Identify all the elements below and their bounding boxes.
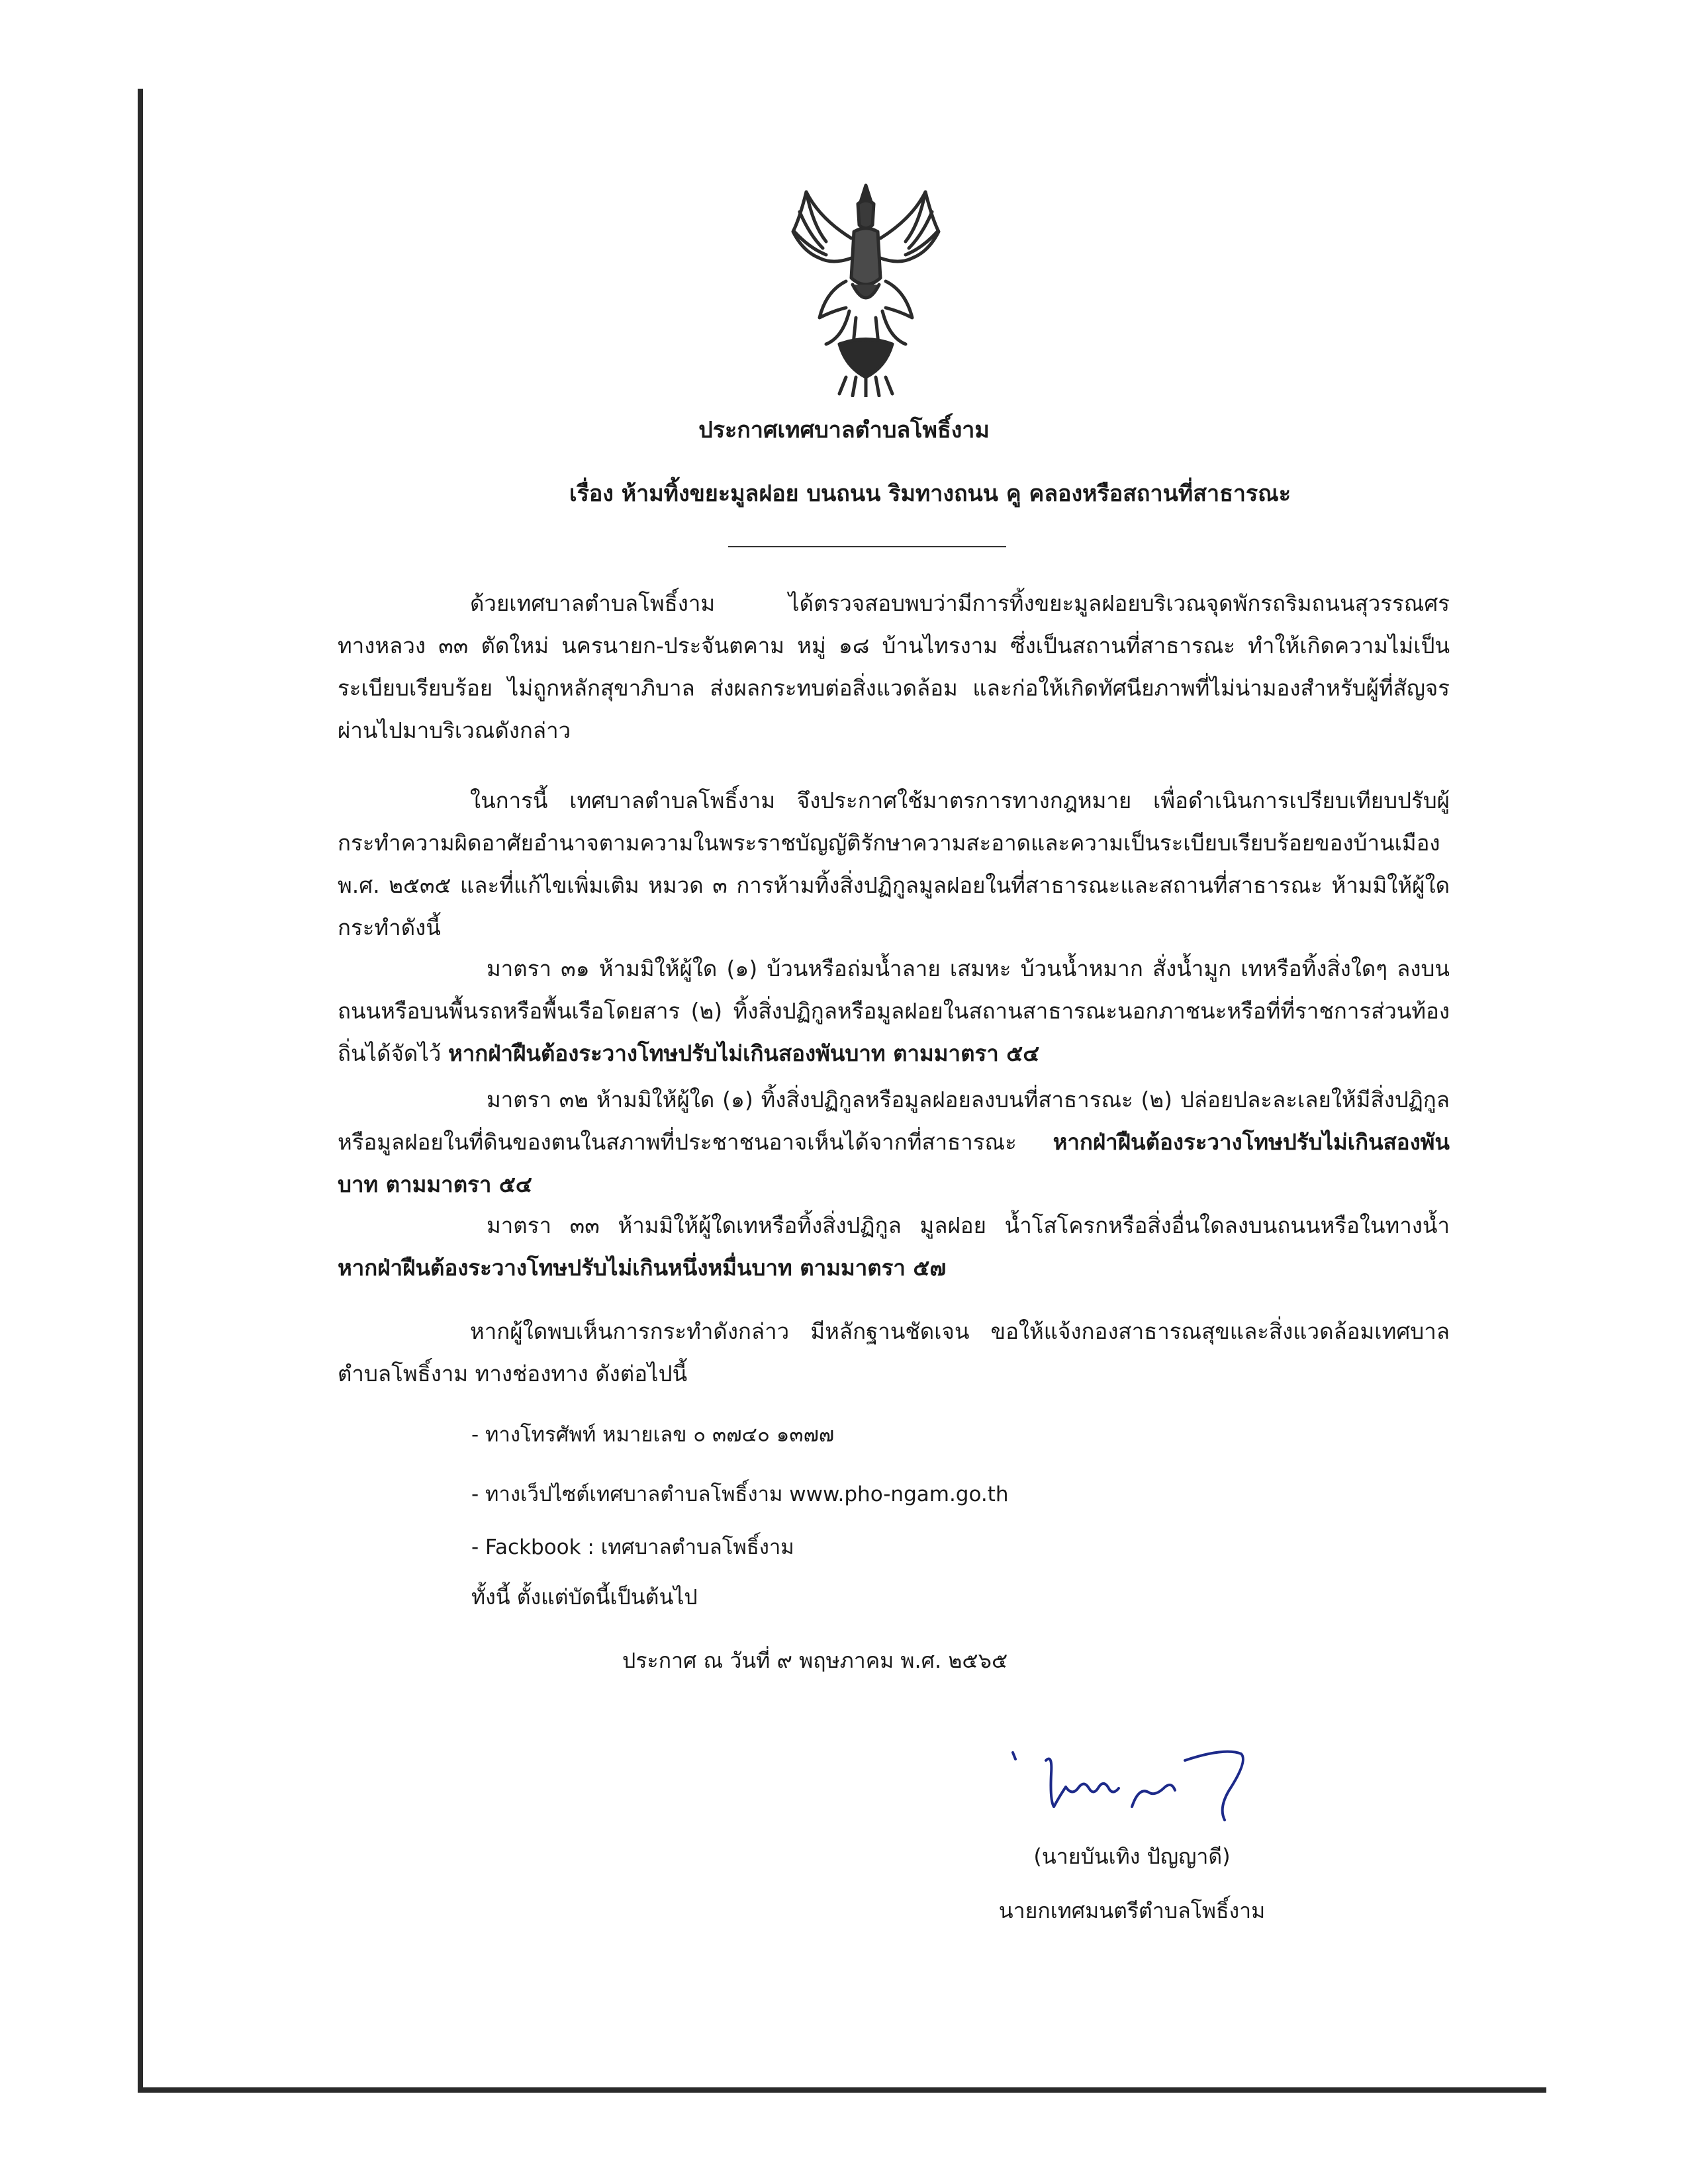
section-33-penalty: หากฝ่าฝืนต้องระวางโทษปรับไม่เกินหนึ่งหมื่นบาท ตามมาตรา ๕๗ <box>338 1255 947 1281</box>
paragraph-legal-measure: ในการนี้ เทศบาลตำบลโพธิ์งาม จึงประกาศใช้มาตรการทางกฎหมาย เพื่อดำเนินการเปรียบเทียบปรับผู้กระทำความผิดอาศัยอำนาจตามความในพระราชบัญญัติรักษาความสะอาดและความเป็นระเบียบเรียบร้อยของบ้านเมือง พ.ศ. ๒๕๓๕ และที่แก้ไขเพิ่มเติม หมวด ๓ การห้ามทิ้งสิ่งปฏิกูลมูลฝอยในที่สาธารณะและสถานที่สาธารณะ ห้ามมิให้ผู้ใด กระทำดังนี้ <box>338 788 1450 940</box>
effective-statement: ทั้งนี้ ตั้งแต่บัดนี้เป็นต้นไป <box>471 1584 698 1610</box>
section-32-text: มาตรา ๓๒ ห้ามมิให้ผู้ใด (๑) ทิ้งสิ่งปฏิกูลหรือมูลฝอยลงบนที่สาธารณะ (๒) ปล่อยปละละเลยให้มีสิ่งปฏิกูลหรือมูลฝอยในที่ดินของตนในสภาพที่ประชาชนอาจเห็นได้จากที่สาธารณะ <box>338 1087 1450 1155</box>
section-32-penalty: หากฝ่าฝืนต้องระวางโทษปรับไม่เกินสองพันบาท ตามมาตรา ๕๔ <box>338 1129 1450 1197</box>
document-title: ประกาศเทศบาลตำบลโพธิ์งาม <box>698 417 990 443</box>
contact-facebook: - Fackbook : เทศบาลตำบลโพธิ์งาม <box>471 1535 794 1559</box>
document-subject: เรื่อง ห้ามทิ้งขยะมูลฝอย บนถนน ริมทางถนน คู คลองหรือสถานที่สาธารณะ <box>569 480 1291 507</box>
announcement-date: ประกาศ ณ วันที่ ๙ พฤษภาคม พ.ศ. ๒๕๖๕ <box>622 1648 1008 1673</box>
title-divider <box>728 546 1006 547</box>
paragraph-section-32 <box>338 1079 1450 1206</box>
paragraph-background: ด้วยเทศบาลตำบลโพธิ์งาม ได้ตรวจสอบพบว่ามีการทิ้งขยะมูลฝอยบริเวณจุดพักรถริมถนนสุวรรณศร ทางหลวง ๓๓ ตัดใหม่ นครนายก-ประจันตคาม หมู่ ๑๘ บ้านไทรงาม ซึ่งเป็นสถานที่สาธารณะ ทำให้เกิดความไม่เป็นระเบียบเรียบร้อย ไม่ถูกหลักสุขาภิบาล ส่งผลกระทบต่อสิ่งแวดล้อม และก่อให้เกิดทัศนียภาพที่ไม่น่ามองสำหรับผู้ที่สัญจรผ่านไปมาบริเวณดังกล่าว <box>338 590 1450 743</box>
contact-phone: - ทางโทรศัพท์ หมายเลข ๐ ๓๗๔๐ ๑๓๗๗ <box>471 1423 835 1447</box>
section-33-text: มาตรา ๓๓ ห้ามมิให้ผู้ใดเทหรือทิ้งสิ่งปฏิกูล มูลฝอย น้ำโสโครกหรือสิ่งอื่นใดลงบนถนนหรือในทางน้ำ <box>487 1212 1450 1238</box>
section-31-penalty: หากฝ่าฝืนต้องระวางโทษปรับไม่เกินสองพันบาท ตามมาตรา ๕๔ <box>447 1040 1040 1066</box>
garuda-emblem-icon <box>780 179 952 397</box>
signer-name: (นายบันเทิง ปัญญาดี) <box>1033 1844 1231 1869</box>
section-31-text: มาตรา ๓๑ ห้ามมิให้ผู้ใด (๑) บ้วนหรือถ่มน้ำลาย เสมหะ บ้วนน้ำหมาก สั่งน้ำมูก เทหรือทิ้งสิ่งใดๆ ลงบนถนนหรือบนพื้นรถหรือพื้นเรือโดยสาร (๒) ทิ้งสิ่งปฏิกูลหรือมูลฝอยในสถานสาธารณะนอกภาชนะหรือที่ที่ราชการส่วนท้องถิ่นได้จัดไว้ <box>338 956 1450 1066</box>
signer-position: นายกเทศมนตรีตำบลโพธิ์งาม <box>998 1898 1266 1923</box>
contact-website: - ทางเว็ปไซต์เทศบาลตำบลโพธิ์งาม www.pho-ngam.go.th <box>471 1482 1009 1506</box>
paragraph-report-instructions: หากผู้ใดพบเห็นการกระทำดังกล่าว มีหลักฐานชัดเจน ขอให้แจ้งกองสาธารณสุขและสิ่งแวดล้อมเทศบาลตำบลโพธิ์งาม ทางช่องทาง ดังต่อไปนี้ <box>338 1318 1450 1387</box>
handwritten-signature-icon <box>1006 1734 1284 1833</box>
paragraph-section-31 <box>338 948 1450 1075</box>
paragraph-section-33 <box>338 1205 1450 1289</box>
